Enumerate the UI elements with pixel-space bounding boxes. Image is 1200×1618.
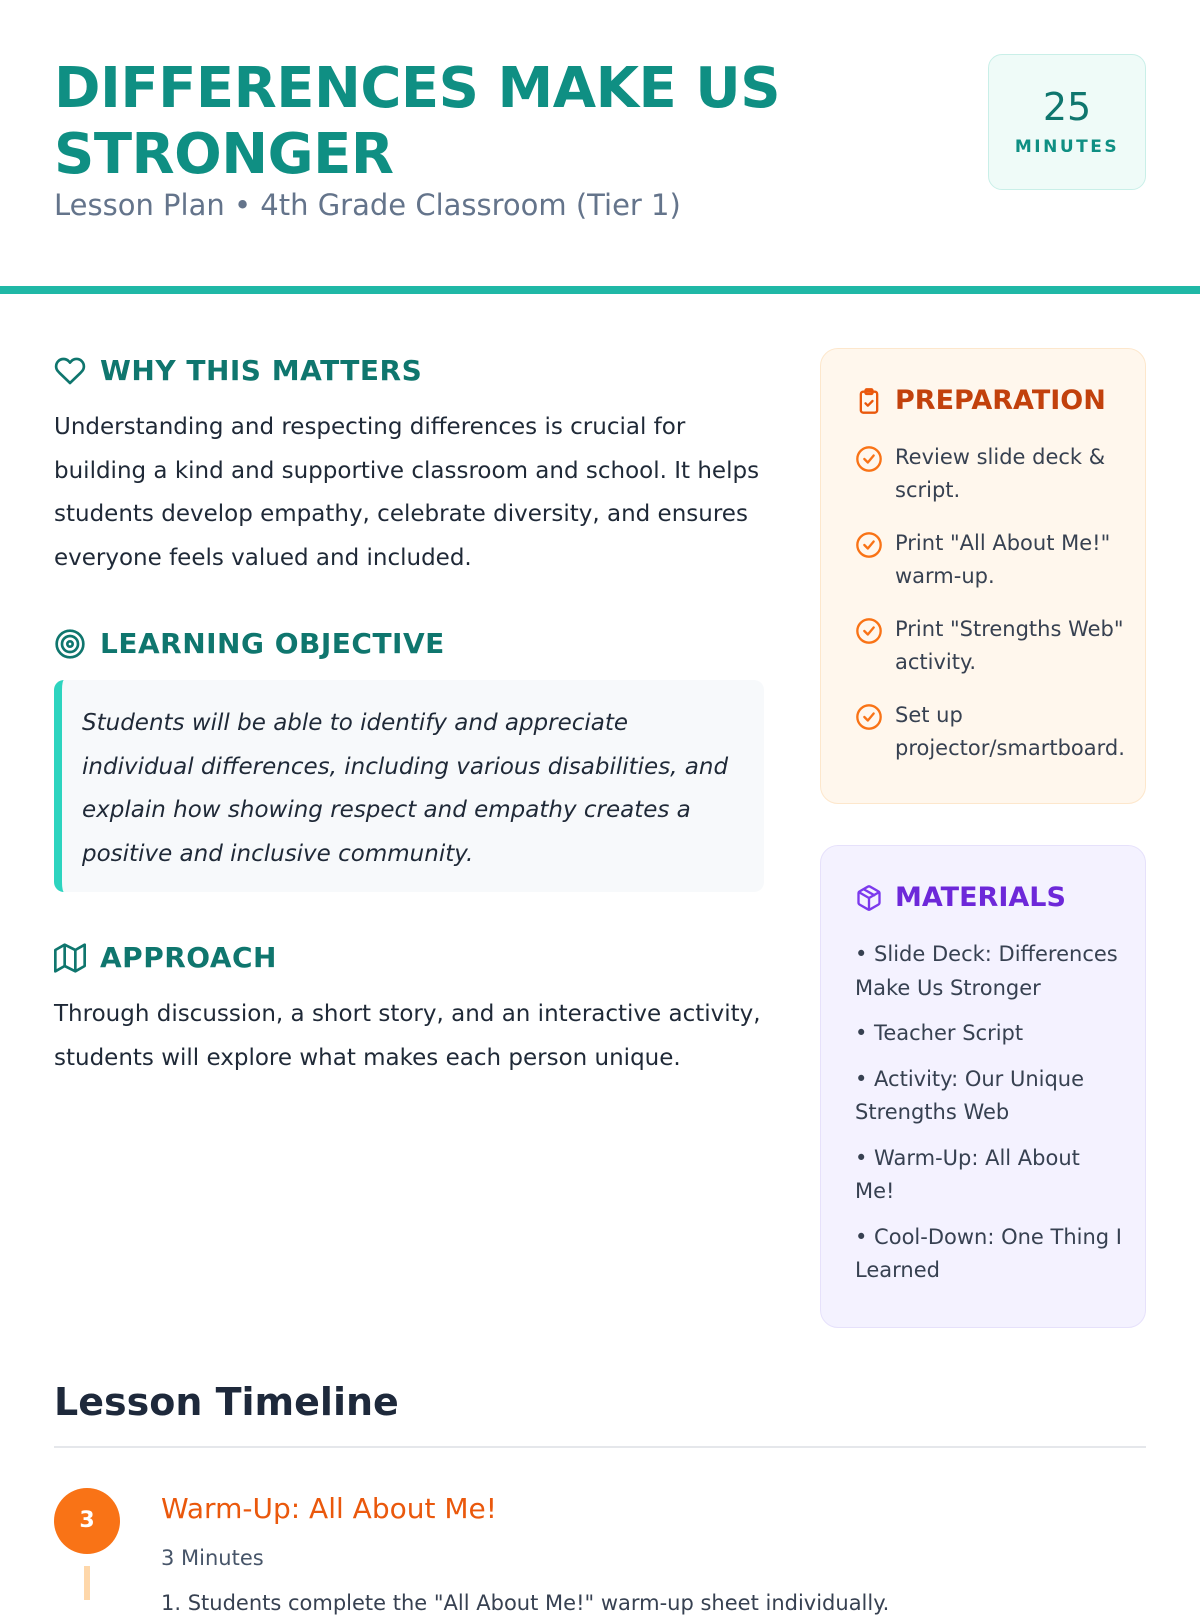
materials-card — [820, 845, 1146, 1328]
objective-callout — [54, 680, 764, 892]
step-title: Warm-Up: All About Me! — [161, 1492, 497, 1525]
preparation-header — [855, 385, 1106, 416]
objective-section-header — [54, 627, 445, 660]
header-divider — [0, 286, 1200, 294]
heart-icon — [54, 355, 86, 387]
objective-text: Students will be able to identify and appreciate individual differences, including various disabilities, and explain how showing respect and empathy creates a positive and inclusive community. — [82, 710, 729, 867]
preparation-title: PREPARATION — [895, 385, 1106, 416]
materials-item: • Cool-Down: One Thing I Learned — [855, 1224, 1123, 1282]
materials-item: • Activity: Our Unique Strengths Web — [855, 1066, 1085, 1124]
preparation-item-text: Set up projector/smartboard. — [895, 703, 1125, 760]
cube-icon — [855, 884, 883, 912]
map-icon — [54, 942, 86, 974]
preparation-item — [855, 441, 1135, 507]
materials-list — [855, 938, 1125, 1300]
timeline-divider — [54, 1446, 1146, 1448]
clipboard-icon — [855, 387, 883, 415]
preparation-item-text: Print "All About Me!" warm-up. — [895, 531, 1111, 588]
materials-item: • Slide Deck: Differences Make Us Stronger — [855, 942, 1118, 1000]
preparation-card — [820, 348, 1146, 804]
approach-section-text: Through discussion, a short story, and an interactive activity, students will explore what makes each person unique. — [54, 1001, 761, 1071]
check-circle-icon — [855, 531, 883, 559]
materials-title: MATERIALS — [895, 882, 1066, 913]
timeline-connector — [84, 1566, 90, 1600]
duration-badge — [988, 54, 1146, 190]
materials-item: • Teacher Script — [855, 1021, 1024, 1045]
preparation-item — [855, 699, 1135, 765]
preparation-item — [855, 613, 1135, 679]
preparation-item — [855, 527, 1135, 593]
materials-item: • Warm-Up: All About Me! — [855, 1145, 1080, 1203]
timeline-title: Lesson Timeline — [54, 1380, 399, 1424]
lesson-header — [0, 0, 1200, 294]
step-description: 1. Students complete the "All About Me!" warm-up sheet individually. — [161, 1591, 890, 1615]
check-circle-icon — [855, 617, 883, 645]
duration-value: 25 — [1042, 85, 1092, 129]
page-title: DIFFERENCES MAKE US STRONGER — [54, 56, 781, 187]
target-icon — [54, 628, 86, 660]
materials-header — [855, 882, 1066, 913]
page-subtitle: Lesson Plan • 4th Grade Classroom (Tier 1) — [54, 188, 681, 222]
duration-unit: MINUTES — [1014, 137, 1120, 157]
why-section-header — [54, 354, 422, 387]
approach-section-title: APPROACH — [100, 941, 277, 974]
step-duration: 3 Minutes — [161, 1546, 264, 1570]
check-circle-icon — [855, 445, 883, 473]
step-number-badge: 3 — [54, 1488, 120, 1554]
why-section-title: WHY THIS MATTERS — [100, 354, 423, 387]
approach-section-header — [54, 941, 277, 974]
check-circle-icon — [855, 703, 883, 731]
preparation-list — [855, 441, 1135, 785]
preparation-item-text: Print "Strengths Web" activity. — [895, 617, 1124, 674]
why-section-text: Understanding and respecting differences is crucial for building a kind and supportive classroom and school. It helps students develop empathy, celebrate diversity, and ensures everyone feels valued and included. — [54, 414, 760, 571]
preparation-item-text: Review slide deck & script. — [895, 445, 1106, 502]
objective-section-title: LEARNING OBJECTIVE — [100, 627, 445, 660]
